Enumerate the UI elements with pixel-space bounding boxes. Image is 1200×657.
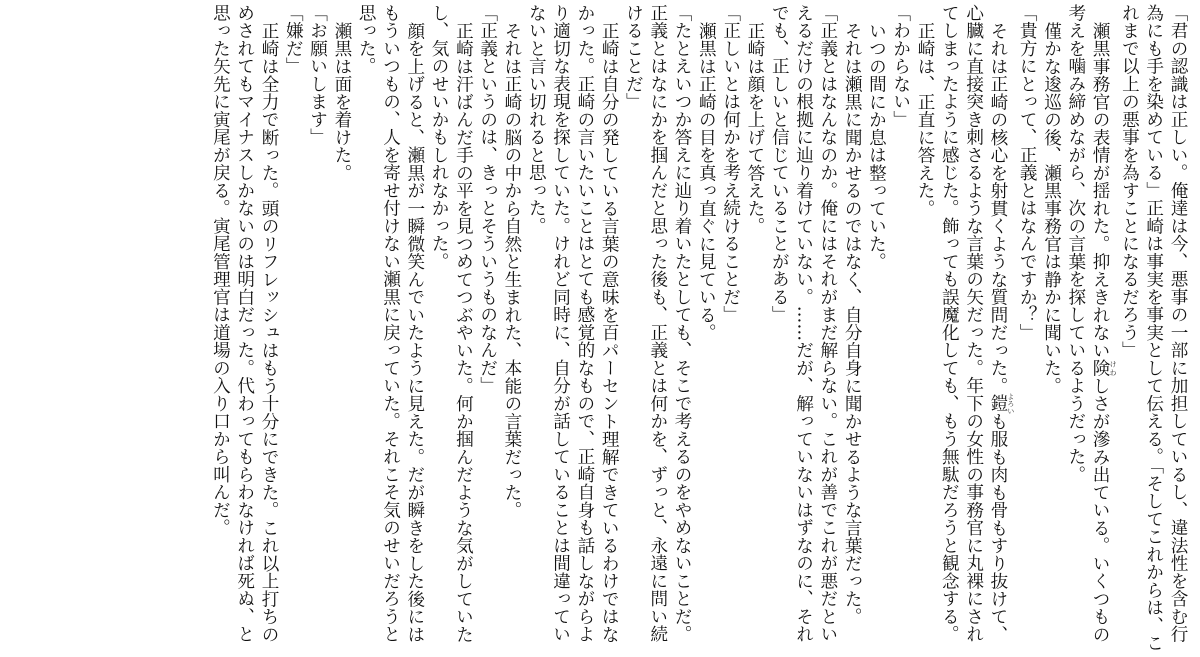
paragraph-narration: 正崎は顔を上げて答えた。	[744, 21, 765, 235]
ruby-annotation	[987, 392, 1015, 414]
text-segment: 瀬黒事務官の表情が揺れた。抑えきれない	[1090, 21, 1111, 359]
paragraph-narration: 正崎は自分の発している言葉の意味を百パーセント理解できているわけではなかった。正崎の言いたいことはとても感覚的なもので、正崎自身も話しながらより適切な表現を探していた。けれど同時に、自分が話していることは間違っていないと言い切れると思った。	[526, 4, 620, 643]
paragraph-narration: 僅かな逡巡の後、瀬黒事務官は静かに聞いた。	[1041, 21, 1062, 395]
ruby-reading: よろい	[1006, 392, 1015, 414]
paragraph-dialogue: 「お願いします」	[307, 4, 328, 146]
paragraph-narration: いつの間にか息は整っていた。	[866, 21, 887, 271]
ruby-base: 険	[1090, 358, 1111, 377]
paragraph-narration: 瀬黒は面を着けた。	[331, 21, 352, 182]
paragraph-narration: 瀬黒は正崎の目を真っ直ぐに見ている。	[696, 21, 717, 342]
text-segment: しさが滲み出ている。いくつもの考えを噛み締めながら、次の言葉を探しているようだった。	[1065, 4, 1111, 643]
paragraph-narration: 正崎は汗ばんだ手の平を見つめてつぶやいた。何か掴んだような気がしていたし、気のせいかもしれなかった。	[429, 4, 474, 643]
text-segment: も服も肉も骨もすり抜けて、心臓に直接突き刺さるような言葉の矢だった。年下の女性の事務官に丸裸にされてしまったように感じた。飾っても誤魔化しても、もう無駄だろうと観念する。	[939, 4, 1008, 643]
paragraph-narration: それは正崎の脳の中から自然と生まれた、本能の言葉だった。	[501, 21, 522, 519]
paragraph-dialogue: 「君の認識は正しい。俺達は今、悪事の一部に加担しているし、違法性を含む行為にも手を染めている」正崎は事実を事実として伝える。「そしてこれからは、これまで以上の悪事を為すことになるだろう」	[1119, 4, 1188, 652]
paragraph-dialogue: 「嫌だ」	[283, 4, 304, 75]
paragraph-narration	[937, 4, 1015, 654]
paragraph-dialogue: 「正義とはなんなのか。俺にはそれがまだ解らない。これが善でこれが悪だといえるだけの根拠に辿り着けていない。……だが、解っていないはずなのに、それでも、正しいと信じていることがある」	[769, 4, 838, 643]
paragraph-narration: それは瀬黒に聞かせるのではなく、自分自身に聞かせるような言葉だった。	[842, 21, 863, 626]
paragraph-narration: 正崎は全力で断った。頭のリフレッシュはもう十分にできた。これ以上打ちのめされてもマイナスしかないのは明白だった。代わってもらわなければ死ぬ、と思った矢先に寅尾が戻る。寅尾管理官は道場の入り口から叫んだ。	[210, 4, 280, 643]
paragraph-narration	[1064, 4, 1118, 654]
paragraph-dialogue: 「たとえいつか答えに辿り着いたとしても、そこで考えるのをやめないことだ。正義とはなにかを掴んだと思った後も、正義とは何かを、ずっと、永遠に問い続けることだ」	[623, 4, 693, 643]
paragraph-dialogue: 「正しいとは何かを考え続けることだ」	[720, 4, 741, 324]
ruby-annotation	[1090, 358, 1118, 377]
paragraph-dialogue: 「わからない」	[890, 4, 911, 129]
paragraph-dialogue: 「正義というのは、きっとそういうものなんだ」	[477, 4, 498, 395]
ruby-reading: けわ	[1109, 358, 1118, 377]
paragraph-dialogue: 「貴方にとって、正義とはなんですか？」	[1017, 4, 1038, 342]
ruby-base: 鎧	[987, 392, 1008, 414]
paragraph-narration: 正崎は、正直に答えた。	[915, 21, 936, 217]
vertical-text-body	[208, 4, 1190, 654]
paragraph-narration: 顔を上げると、瀬黒が一瞬微笑んでいたように見えた。だが瞬きをした後にはもういつもの、人を寄せ付けない瀬黒に戻っていた。それこそ気のせいだろうと思った。	[356, 4, 425, 643]
text-segment: それは正崎の核心を射貫くような質問だった。	[987, 21, 1008, 395]
